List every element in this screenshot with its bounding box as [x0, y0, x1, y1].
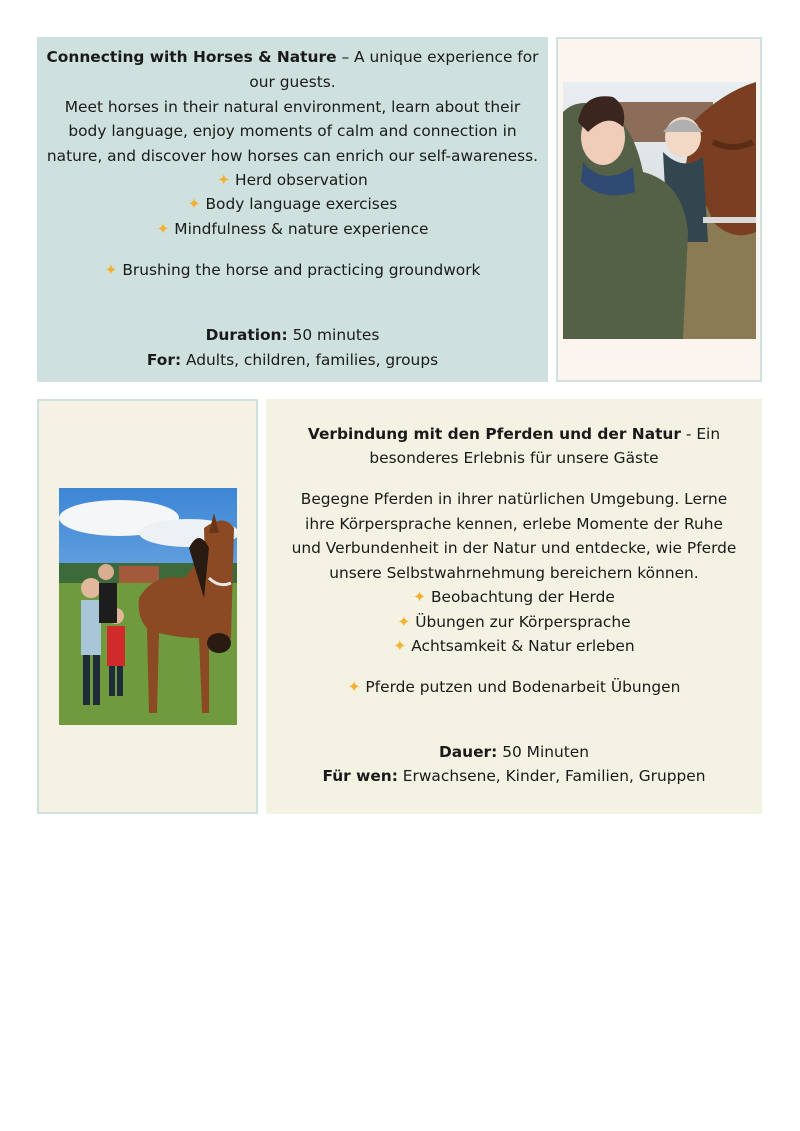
german-audience	[266, 764, 762, 789]
german-subtitle-part2: besonderes Erlebnis für unsere Gäste	[369, 449, 659, 467]
english-description-line: Meet horses in their natural environment, learn about their	[64, 98, 521, 116]
english-extra-activity: ✦ Brushing the horse and practicing groundwork	[104, 261, 481, 279]
children-with-horse-photo	[59, 488, 237, 725]
english-description-line: body language, enjoy moments of calm and connection in	[68, 122, 517, 140]
sparkles-icon: ✦	[393, 637, 407, 655]
german-audience-label: Für wen:	[322, 767, 398, 785]
german-description-line: unsere Selbstwahrnehmung bereichern können.	[329, 564, 699, 582]
german-activity-item: ✦ Übungen zur Körpersprache	[397, 613, 631, 631]
german-duration	[266, 740, 762, 765]
english-activity-item: ✦ Body language exercises	[187, 195, 398, 213]
english-description-line: nature, and discover how horses can enrich our self-awareness.	[46, 147, 539, 165]
german-photo-panel	[37, 399, 258, 814]
german-title: Verbindung mit den Pferden und der Natur	[307, 425, 681, 443]
german-audience-value: Erwachsene, Kinder, Familien, Gruppen	[402, 767, 706, 785]
german-title-line	[266, 422, 762, 447]
english-activity-item: ✦ Herd observation	[217, 171, 368, 189]
german-subtitle-part1: - Ein	[685, 425, 721, 443]
german-activity-item: ✦ Achtsamkeit & Natur erleben	[393, 637, 635, 655]
german-description-line: Begegne Pferden in ihrer natürlichen Umgebung. Lerne	[300, 490, 728, 508]
english-text-panel	[37, 37, 548, 382]
english-audience-value: Adults, children, families, groups	[186, 351, 439, 369]
english-activity-item: ✦ Mindfulness & nature experience	[156, 220, 429, 238]
german-description-line: ihre Körpersprache kennen, erlebe Momente der Ruhe	[305, 515, 723, 533]
german-text-panel	[266, 399, 762, 814]
sparkles-icon: ✦	[156, 220, 170, 238]
english-duration	[37, 323, 548, 348]
english-title: Connecting with Horses & Nature	[46, 48, 337, 66]
german-extra-activity: ✦ Pferde putzen und Bodenarbeit Übungen	[347, 678, 681, 696]
english-audience-label: For:	[146, 351, 182, 369]
english-photo-panel	[556, 37, 762, 382]
sparkles-icon: ✦	[347, 678, 361, 696]
sparkles-icon: ✦	[104, 261, 118, 279]
sparkles-icon: ✦	[413, 588, 427, 606]
german-duration-value: 50 Minuten	[502, 743, 590, 761]
english-audience	[37, 348, 548, 373]
german-activity-item: ✦ Beobachtung der Herde	[413, 588, 615, 606]
english-subtitle-part2: our guests.	[249, 73, 336, 91]
sparkles-icon: ✦	[397, 613, 411, 631]
english-duration-label: Duration:	[205, 326, 288, 344]
german-description-line: und Verbundenheit in der Natur und entdecke, wie Pferde	[291, 539, 737, 557]
german-duration-label: Dauer:	[438, 743, 498, 761]
woman-baby-horse-photo	[563, 82, 756, 339]
english-duration-value: 50 minutes	[292, 326, 380, 344]
english-subtitle-part1: – A unique experience for	[341, 48, 539, 66]
english-title-line	[37, 45, 548, 70]
sparkles-icon: ✦	[217, 171, 231, 189]
sparkles-icon: ✦	[187, 195, 201, 213]
